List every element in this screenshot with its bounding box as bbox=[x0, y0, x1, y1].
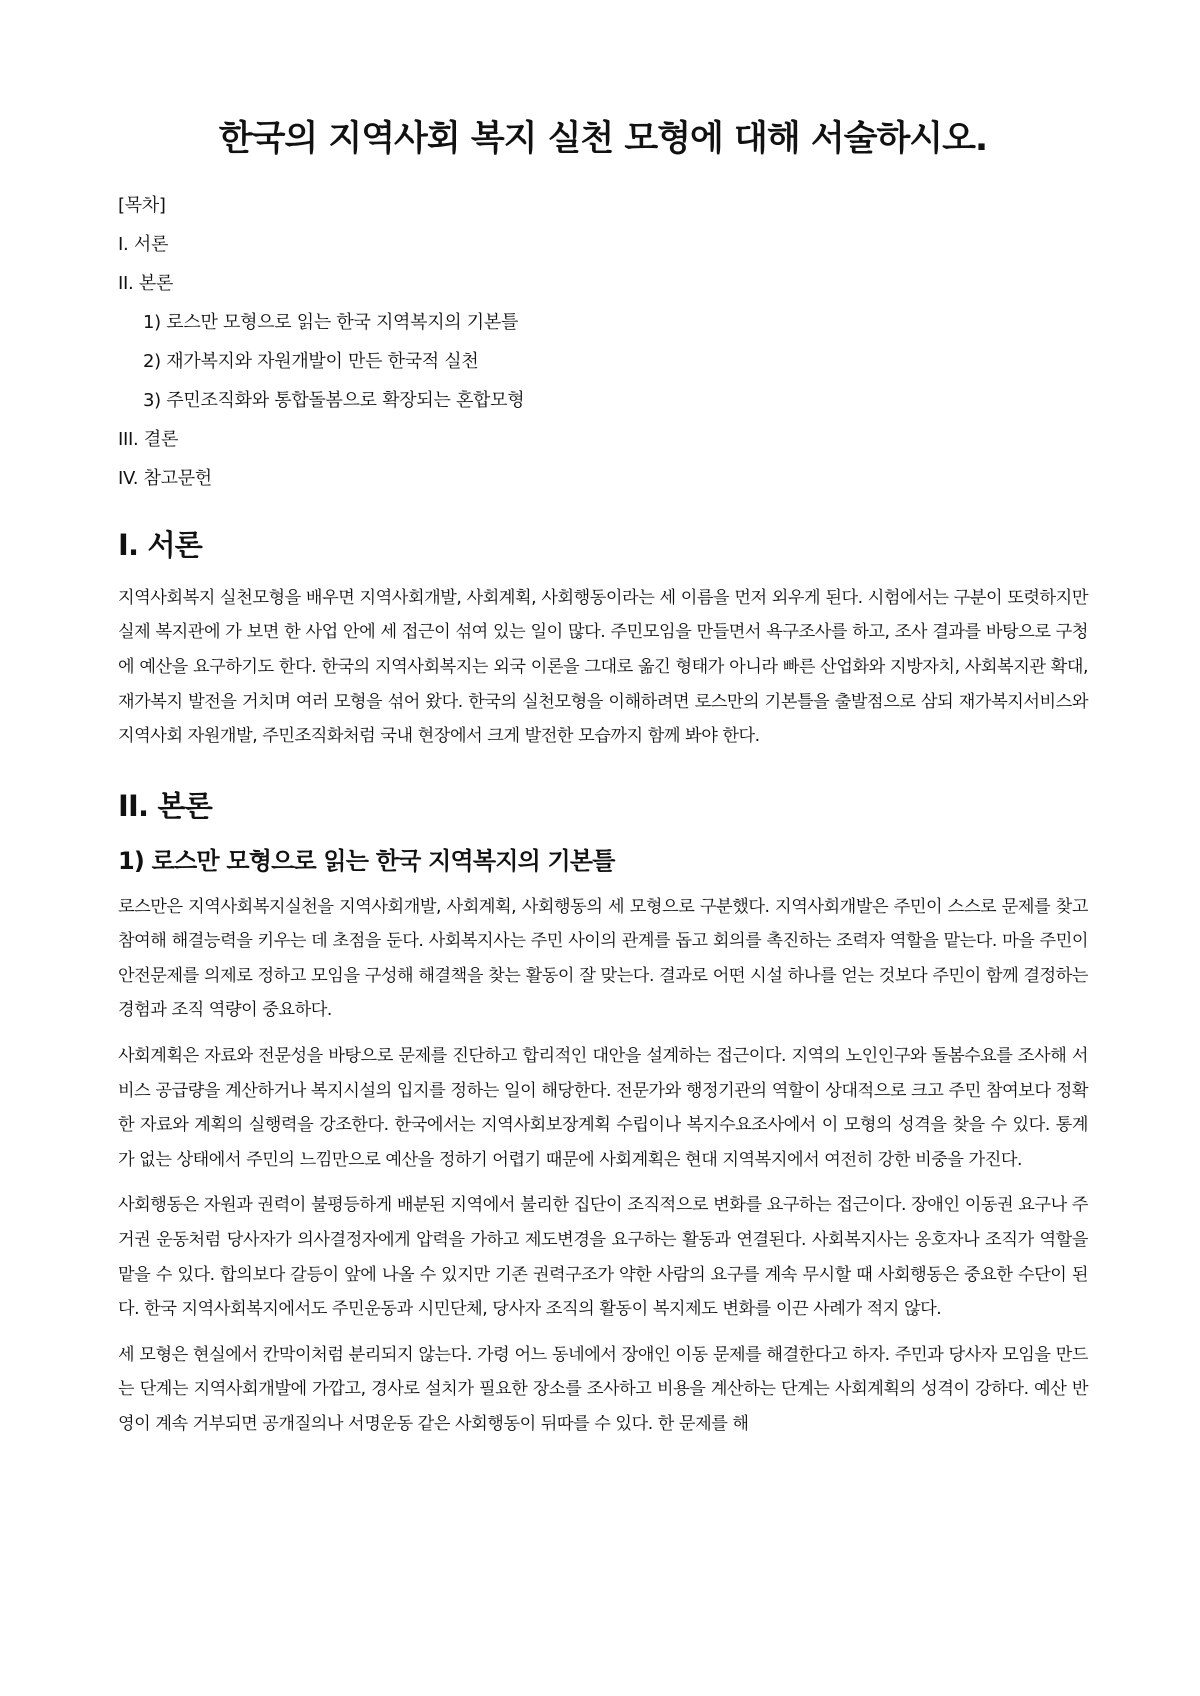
body-heading: II. 본론 bbox=[118, 788, 212, 823]
toc-item-body-1: 1) 로스만 모형으로 읽는 한국 지역복지의 기본틀 bbox=[143, 312, 519, 333]
toc-item-body: II. 본론 bbox=[118, 273, 174, 294]
document-title: 한국의 지역사회 복지 실천 모형에 대해 서술하시오. bbox=[218, 119, 988, 159]
subsection-1-paragraph-4: 세 모형은 현실에서 칸막이처럼 분리되지 않는다. 가령 어느 동네에서 장애인 이동 문제를 해결한다고 하자. 주민과 당사자 모임을 만드는 단계는 지역사회개발에 가깝고, 경사로 설치가 필요한 장소를 조사하고 비용을 계산하는 단계는 사회계획의 성격이 강하다. 예산 반영이 계속 거부되면 공개질의나 서명운동 같은 사회행동이 뒤따를 수 있다. 한 문제를 해 bbox=[118, 1344, 1088, 1434]
toc-item-intro: I. 서론 bbox=[118, 234, 169, 255]
toc-item-body-3: 3) 주민조직화와 통합돌봄으로 확장되는 혼합모형 bbox=[143, 390, 525, 411]
toc-heading: [목차] bbox=[118, 195, 166, 216]
toc-item-body-2: 2) 재가복지와 자원개발이 만든 한국적 실천 bbox=[143, 351, 479, 372]
toc-item-references: IV. 참고문헌 bbox=[118, 468, 212, 489]
intro-paragraph: 지역사회복지 실천모형을 배우면 지역사회개발, 사회계획, 사회행동이라는 세 이름을 먼저 외우게 된다. 시험에서는 구분이 또렷하지만 실제 복지관에 가 보면 한 사업 안에 세 접근이 섞여 있는 일이 많다. 주민모임을 만들면서 욕구조사를 하고, 조사 결과를 바탕으로 구청에 예산을 요구하기도 한다. 한국의 지역사회복지는 외국 이론을 그대로 옮긴 형태가 아니라 빠른 산업화와 지방자치, 사회복지관 확대, 재가복지 발전을 거치며 여러 모형을 섞어 왔다. 한국의 실천모형을 이해하려면 로스만의 기본틀을 출발점으로 삼되 재가복지서비스와 지역사회 자원개발, 주민조직화처럼 국내 현장에서 크게 발전한 모습까지 함께 봐야 한다. bbox=[118, 587, 1088, 747]
table-of-contents bbox=[118, 186, 1088, 498]
subsection-1-paragraph-3: 사회행동은 자원과 권력이 불평등하게 배분된 지역에서 불리한 집단이 조직적으로 변화를 요구하는 접근이다. 장애인 이동권 요구나 주거권 운동처럼 당사자가 의사결정자에게 압력을 가하고 제도변경을 요구하는 활동과 연결된다. 사회복지사는 옹호자나 조직가 역할을 맡을 수 있다. 합의보다 갈등이 앞에 나올 수 있지만 기존 권력구조가 약한 사람의 요구를 계속 무시할 때 사회행동은 중요한 수단이 된다. 한국 지역사회복지에서도 주민운동과 시민단체, 당사자 조직의 활동이 복지제도 변화를 이끈 사례가 적지 않다. bbox=[118, 1195, 1088, 1320]
subsection-1-paragraph-2: 사회계획은 자료와 전문성을 바탕으로 문제를 진단하고 합리적인 대안을 설계하는 접근이다. 지역의 노인인구와 돌봄수요를 조사해 서비스 공급량을 계산하거나 복지시설의 입지를 정하는 일이 해당한다. 전문가와 행정기관의 역할이 상대적으로 크고 주민 참여보다 정확한 자료와 계획의 실행력을 강조한다. 한국에서는 지역사회보장계획 수립이나 복지수요조사에서 이 모형의 성격을 찾을 수 있다. 통계가 없는 상태에서 주민의 느낌만으로 예산을 정하기 어렵기 때문에 사회계획은 현대 지역복지에서 여전히 강한 비중을 가진다. bbox=[118, 1045, 1088, 1170]
intro-section bbox=[118, 528, 1088, 754]
subsection-1-paragraph-1: 로스만은 지역사회복지실천을 지역사회개발, 사회계획, 사회행동의 세 모형으로 구분했다. 지역사회개발은 주민이 스스로 문제를 찾고 참여해 해결능력을 키우는 데 초점을 둔다. 사회복지사는 주민 사이의 관계를 돕고 회의를 촉진하는 조력자 역할을 맡는다. 마을 주민이 안전문제를 의제로 정하고 모임을 구성해 해결책을 찾는 활동이 잘 맞는다. 결과로 어떤 시설 하나를 얻는 것보다 주민이 함께 결정하는 경험과 조직 역량이 중요하다. bbox=[118, 896, 1088, 1021]
toc-item-conclusion: III. 결론 bbox=[118, 429, 179, 450]
subsection-1-heading: 1) 로스만 모형으로 읽는 한국 지역복지의 기본틀 bbox=[118, 846, 615, 875]
body-section bbox=[118, 789, 1088, 1442]
section-spacer bbox=[118, 765, 1088, 789]
intro-heading: I. 서론 bbox=[118, 528, 202, 562]
